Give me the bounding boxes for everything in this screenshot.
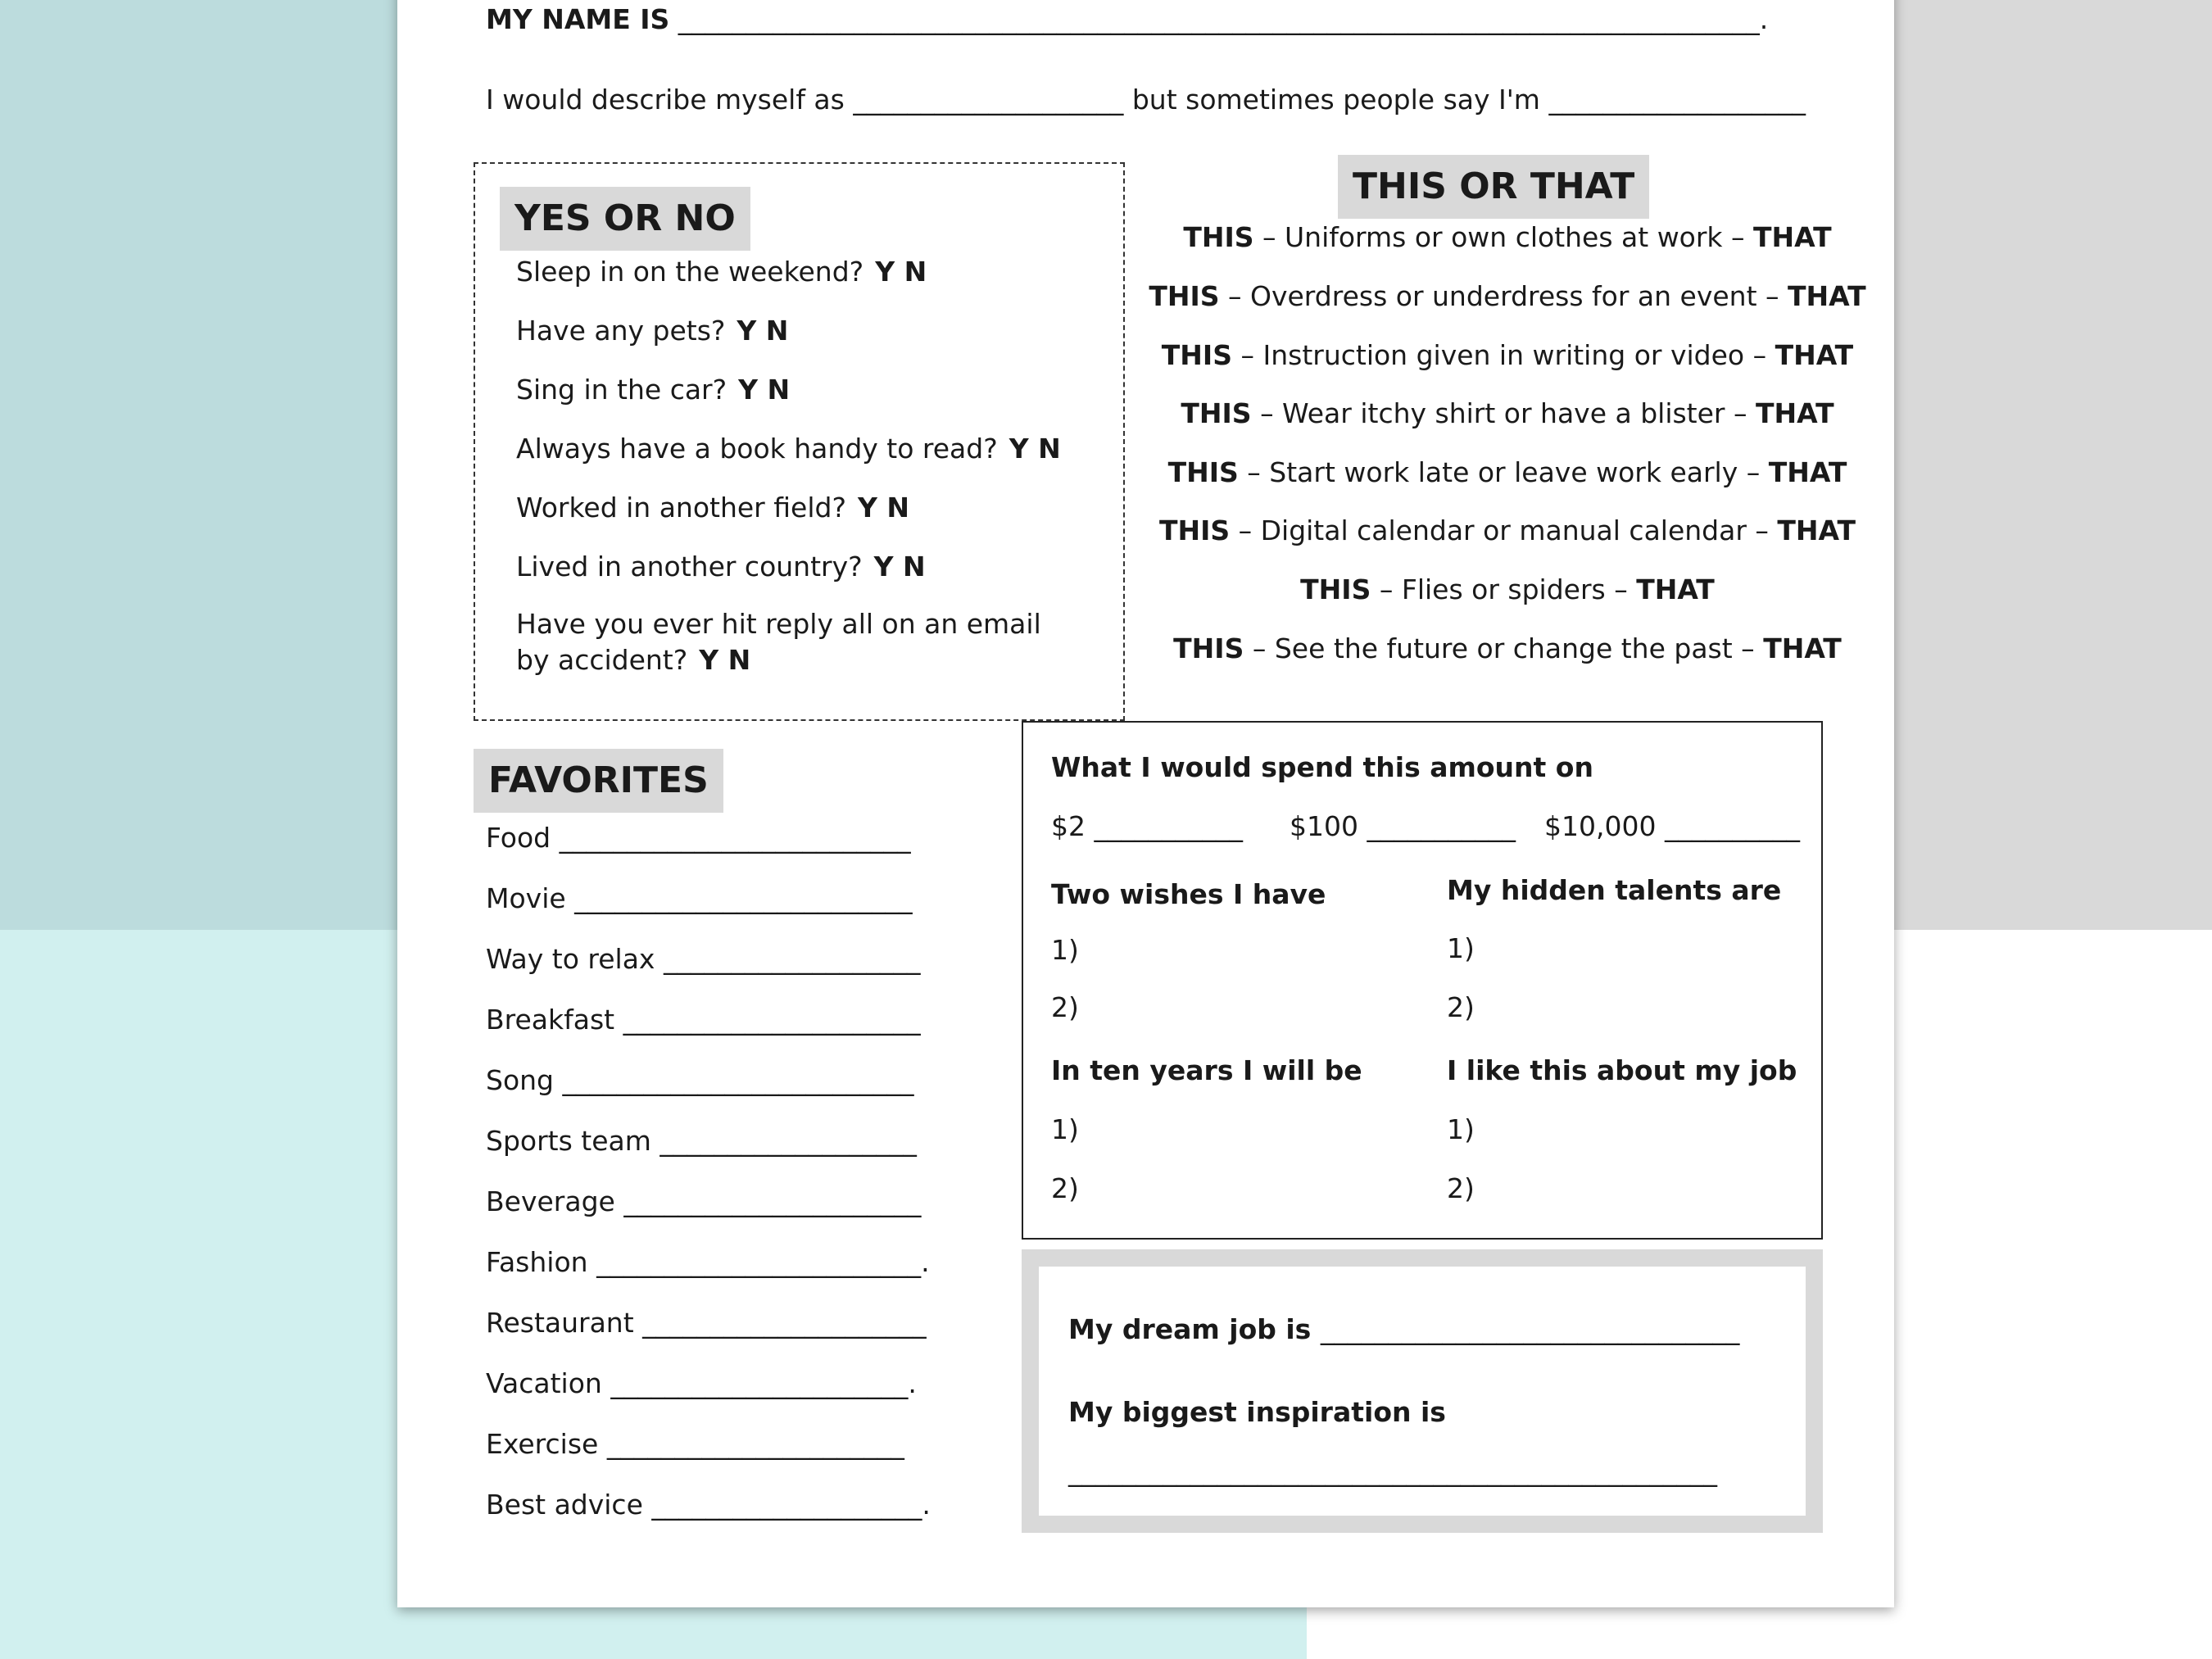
hidden-talents-item-2[interactable]: 2) xyxy=(1447,991,1475,1023)
favorite-label: Movie xyxy=(486,882,566,914)
favorite-blank[interactable]: ___________________ xyxy=(660,1125,917,1157)
hidden-talents-item-1[interactable]: 1) xyxy=(1447,932,1475,964)
spend-blank[interactable]: __________ xyxy=(1664,810,1800,842)
spend-amount-row xyxy=(1544,810,1800,842)
yes-no-question: Lived in another country? xyxy=(516,551,863,582)
favorite-item xyxy=(486,1307,927,1339)
dream-job-label: My dream job is xyxy=(1068,1313,1312,1345)
yes-no-question: Have you ever hit reply all on an email xyxy=(516,608,1041,640)
spend-amount-row xyxy=(1051,810,1243,842)
inspiration-blank[interactable]: ________________________________________________ xyxy=(1068,1455,1717,1487)
dream-job-blank[interactable]: _______________________________ xyxy=(1320,1313,1740,1345)
ten-years-item-2[interactable]: 2) xyxy=(1051,1172,1079,1204)
spend-amount: $100 xyxy=(1290,810,1358,842)
spend-blank[interactable]: ___________ xyxy=(1367,810,1516,842)
favorite-item xyxy=(486,1004,921,1036)
yes-no-item xyxy=(516,606,1041,678)
this-or-that-item xyxy=(1135,573,1880,605)
name-blank[interactable]: ________________________________________________________________________________. xyxy=(678,3,1769,35)
that-word[interactable]: THAT xyxy=(1753,221,1832,253)
this-or-that-item xyxy=(1135,339,1880,371)
yes-no-item xyxy=(516,313,788,349)
favorite-blank[interactable]: _________________________ xyxy=(574,882,913,914)
this-or-that-item xyxy=(1135,514,1880,546)
favorite-label: Breakfast xyxy=(486,1004,615,1036)
like-job-item-2[interactable]: 2) xyxy=(1447,1172,1475,1204)
name-label: MY NAME IS xyxy=(486,3,670,35)
favorite-blank[interactable]: ______________________. xyxy=(610,1367,917,1399)
favorite-label: Food xyxy=(486,822,551,854)
this-word[interactable]: THIS xyxy=(1300,573,1371,605)
dream-card xyxy=(1039,1267,1806,1516)
hidden-talents-title: My hidden talents are xyxy=(1447,874,1782,906)
favorite-item xyxy=(486,1064,914,1096)
this-or-that-text: – Digital calendar or manual calendar – xyxy=(1238,514,1769,546)
favorite-blank[interactable]: ______________________ xyxy=(606,1428,904,1460)
that-word[interactable]: THAT xyxy=(1755,397,1834,429)
favorite-label: Beverage xyxy=(486,1185,615,1217)
this-or-that-item xyxy=(1135,397,1880,429)
this-word[interactable]: THIS xyxy=(1183,221,1254,253)
favorite-item xyxy=(486,1428,904,1460)
spend-amount: $2 xyxy=(1051,810,1086,842)
that-word[interactable]: THAT xyxy=(1777,514,1856,546)
yes-no-options[interactable]: Y N xyxy=(738,374,791,406)
favorite-blank[interactable]: __________________________ xyxy=(562,1064,914,1096)
yes-no-options[interactable]: Y N xyxy=(1009,433,1061,465)
favorite-item xyxy=(486,1489,931,1521)
yes-no-options[interactable]: Y N xyxy=(875,256,927,288)
name-row xyxy=(486,3,1768,35)
dream-section xyxy=(1022,1249,1823,1533)
this-or-that-text: – See the future or change the past – xyxy=(1252,632,1755,664)
yes-no-question: Always have a book handy to read? xyxy=(516,433,998,465)
yes-or-no-title: YES OR NO xyxy=(500,187,750,251)
favorite-label: Restaurant xyxy=(486,1307,634,1339)
favorite-label: Song xyxy=(486,1064,554,1096)
ten-years-item-1[interactable]: 1) xyxy=(1051,1113,1079,1145)
two-wishes-item-2[interactable]: 2) xyxy=(1051,991,1079,1023)
favorite-blank[interactable]: ____________________. xyxy=(651,1489,931,1521)
like-job-title: I like this about my job xyxy=(1447,1054,1797,1086)
this-or-that-text: – Wear itchy shirt or have a blister – xyxy=(1260,397,1747,429)
that-word[interactable]: THAT xyxy=(1775,339,1854,371)
spend-title: What I would spend this amount on xyxy=(1051,751,1593,783)
yes-no-options[interactable]: Y N xyxy=(857,492,909,524)
yes-no-question-line2: by accident? xyxy=(516,644,688,676)
that-word[interactable]: THAT xyxy=(1768,456,1847,488)
favorite-item xyxy=(486,1125,917,1157)
describe-blank-2[interactable]: ___________________ xyxy=(1548,84,1806,116)
favorite-label: Exercise xyxy=(486,1428,599,1460)
yes-no-options[interactable]: Y N xyxy=(873,551,926,582)
this-or-that-text: – Start work late or leave work early – xyxy=(1247,456,1761,488)
that-word[interactable]: THAT xyxy=(1763,632,1842,664)
yes-no-options[interactable]: Y N xyxy=(737,315,789,347)
yes-or-no-section xyxy=(474,162,1125,721)
this-word[interactable]: THIS xyxy=(1181,397,1252,429)
describe-prefix: I would describe myself as xyxy=(486,84,845,116)
favorite-item xyxy=(486,1185,921,1217)
favorite-label: Sports team xyxy=(486,1125,651,1157)
favorites-title: FAVORITES xyxy=(474,749,723,813)
spend-blank[interactable]: ___________ xyxy=(1094,810,1243,842)
describe-row xyxy=(486,84,1806,116)
this-or-that-item xyxy=(1135,280,1880,312)
this-or-that-text: – Instruction given in writing or video – xyxy=(1240,339,1767,371)
favorite-label: Vacation xyxy=(486,1367,602,1399)
favorite-blank[interactable]: ______________________ xyxy=(623,1185,922,1217)
yes-no-item xyxy=(516,372,790,408)
this-or-that-text: – Overdress or underdress for an event – xyxy=(1228,280,1779,312)
favorite-blank[interactable]: _____________________ xyxy=(642,1307,927,1339)
favorite-blank[interactable]: ______________________ xyxy=(623,1004,921,1036)
yes-no-question: Have any pets? xyxy=(516,315,726,347)
this-word[interactable]: THIS xyxy=(1149,280,1220,312)
two-wishes-title: Two wishes I have xyxy=(1051,878,1326,910)
this-word[interactable]: THIS xyxy=(1173,632,1244,664)
this-or-that-item xyxy=(1135,632,1880,664)
spend-section xyxy=(1022,721,1823,1240)
describe-middle: but sometimes people say I'm xyxy=(1131,84,1540,116)
favorite-item xyxy=(486,1367,917,1399)
this-or-that-item xyxy=(1135,456,1880,488)
this-or-that-title: THIS OR THAT xyxy=(1338,155,1649,219)
favorite-item xyxy=(486,882,913,914)
spend-amount: $10,000 xyxy=(1544,810,1657,842)
that-word[interactable]: THAT xyxy=(1636,573,1715,605)
favorite-blank[interactable]: ________________________. xyxy=(596,1246,930,1278)
this-or-that-text: – Flies or spiders – xyxy=(1379,573,1628,605)
two-wishes-item-1[interactable]: 1) xyxy=(1051,934,1079,966)
yes-no-item xyxy=(516,490,909,526)
this-word[interactable]: THIS xyxy=(1158,514,1231,546)
that-word[interactable]: THAT xyxy=(1788,280,1866,312)
worksheet-page xyxy=(397,0,1894,1607)
spend-amount-row xyxy=(1290,810,1516,842)
yes-no-question: Sleep in on the weekend? xyxy=(516,256,864,288)
inspiration-label: My biggest inspiration is xyxy=(1068,1396,1446,1428)
this-or-that-text: – Uniforms or own clothes at work – xyxy=(1262,221,1745,253)
yes-no-options[interactable]: Y N xyxy=(699,644,751,676)
yes-no-item xyxy=(516,431,1061,467)
describe-blank[interactable]: ____________________ xyxy=(853,84,1124,116)
this-word[interactable]: THIS xyxy=(1161,339,1232,371)
yes-no-question: Sing in the car? xyxy=(516,374,728,406)
ten-years-title: In ten years I will be xyxy=(1051,1054,1362,1086)
like-job-item-1[interactable]: 1) xyxy=(1447,1113,1475,1145)
dream-job-row xyxy=(1068,1313,1739,1345)
favorite-item xyxy=(486,943,920,975)
yes-no-item xyxy=(516,254,927,290)
this-or-that-item xyxy=(1135,221,1880,253)
favorite-label: Fashion xyxy=(486,1246,588,1278)
favorite-label: Way to relax xyxy=(486,943,655,975)
this-word[interactable]: THIS xyxy=(1167,456,1239,488)
favorite-label: Best advice xyxy=(486,1489,643,1521)
yes-no-item xyxy=(516,549,926,585)
favorite-blank[interactable]: ___________________ xyxy=(663,943,921,975)
yes-no-question: Worked in another field? xyxy=(516,492,846,524)
favorite-item xyxy=(486,1246,930,1278)
favorite-blank[interactable]: __________________________ xyxy=(559,822,911,854)
favorite-item xyxy=(486,822,911,854)
